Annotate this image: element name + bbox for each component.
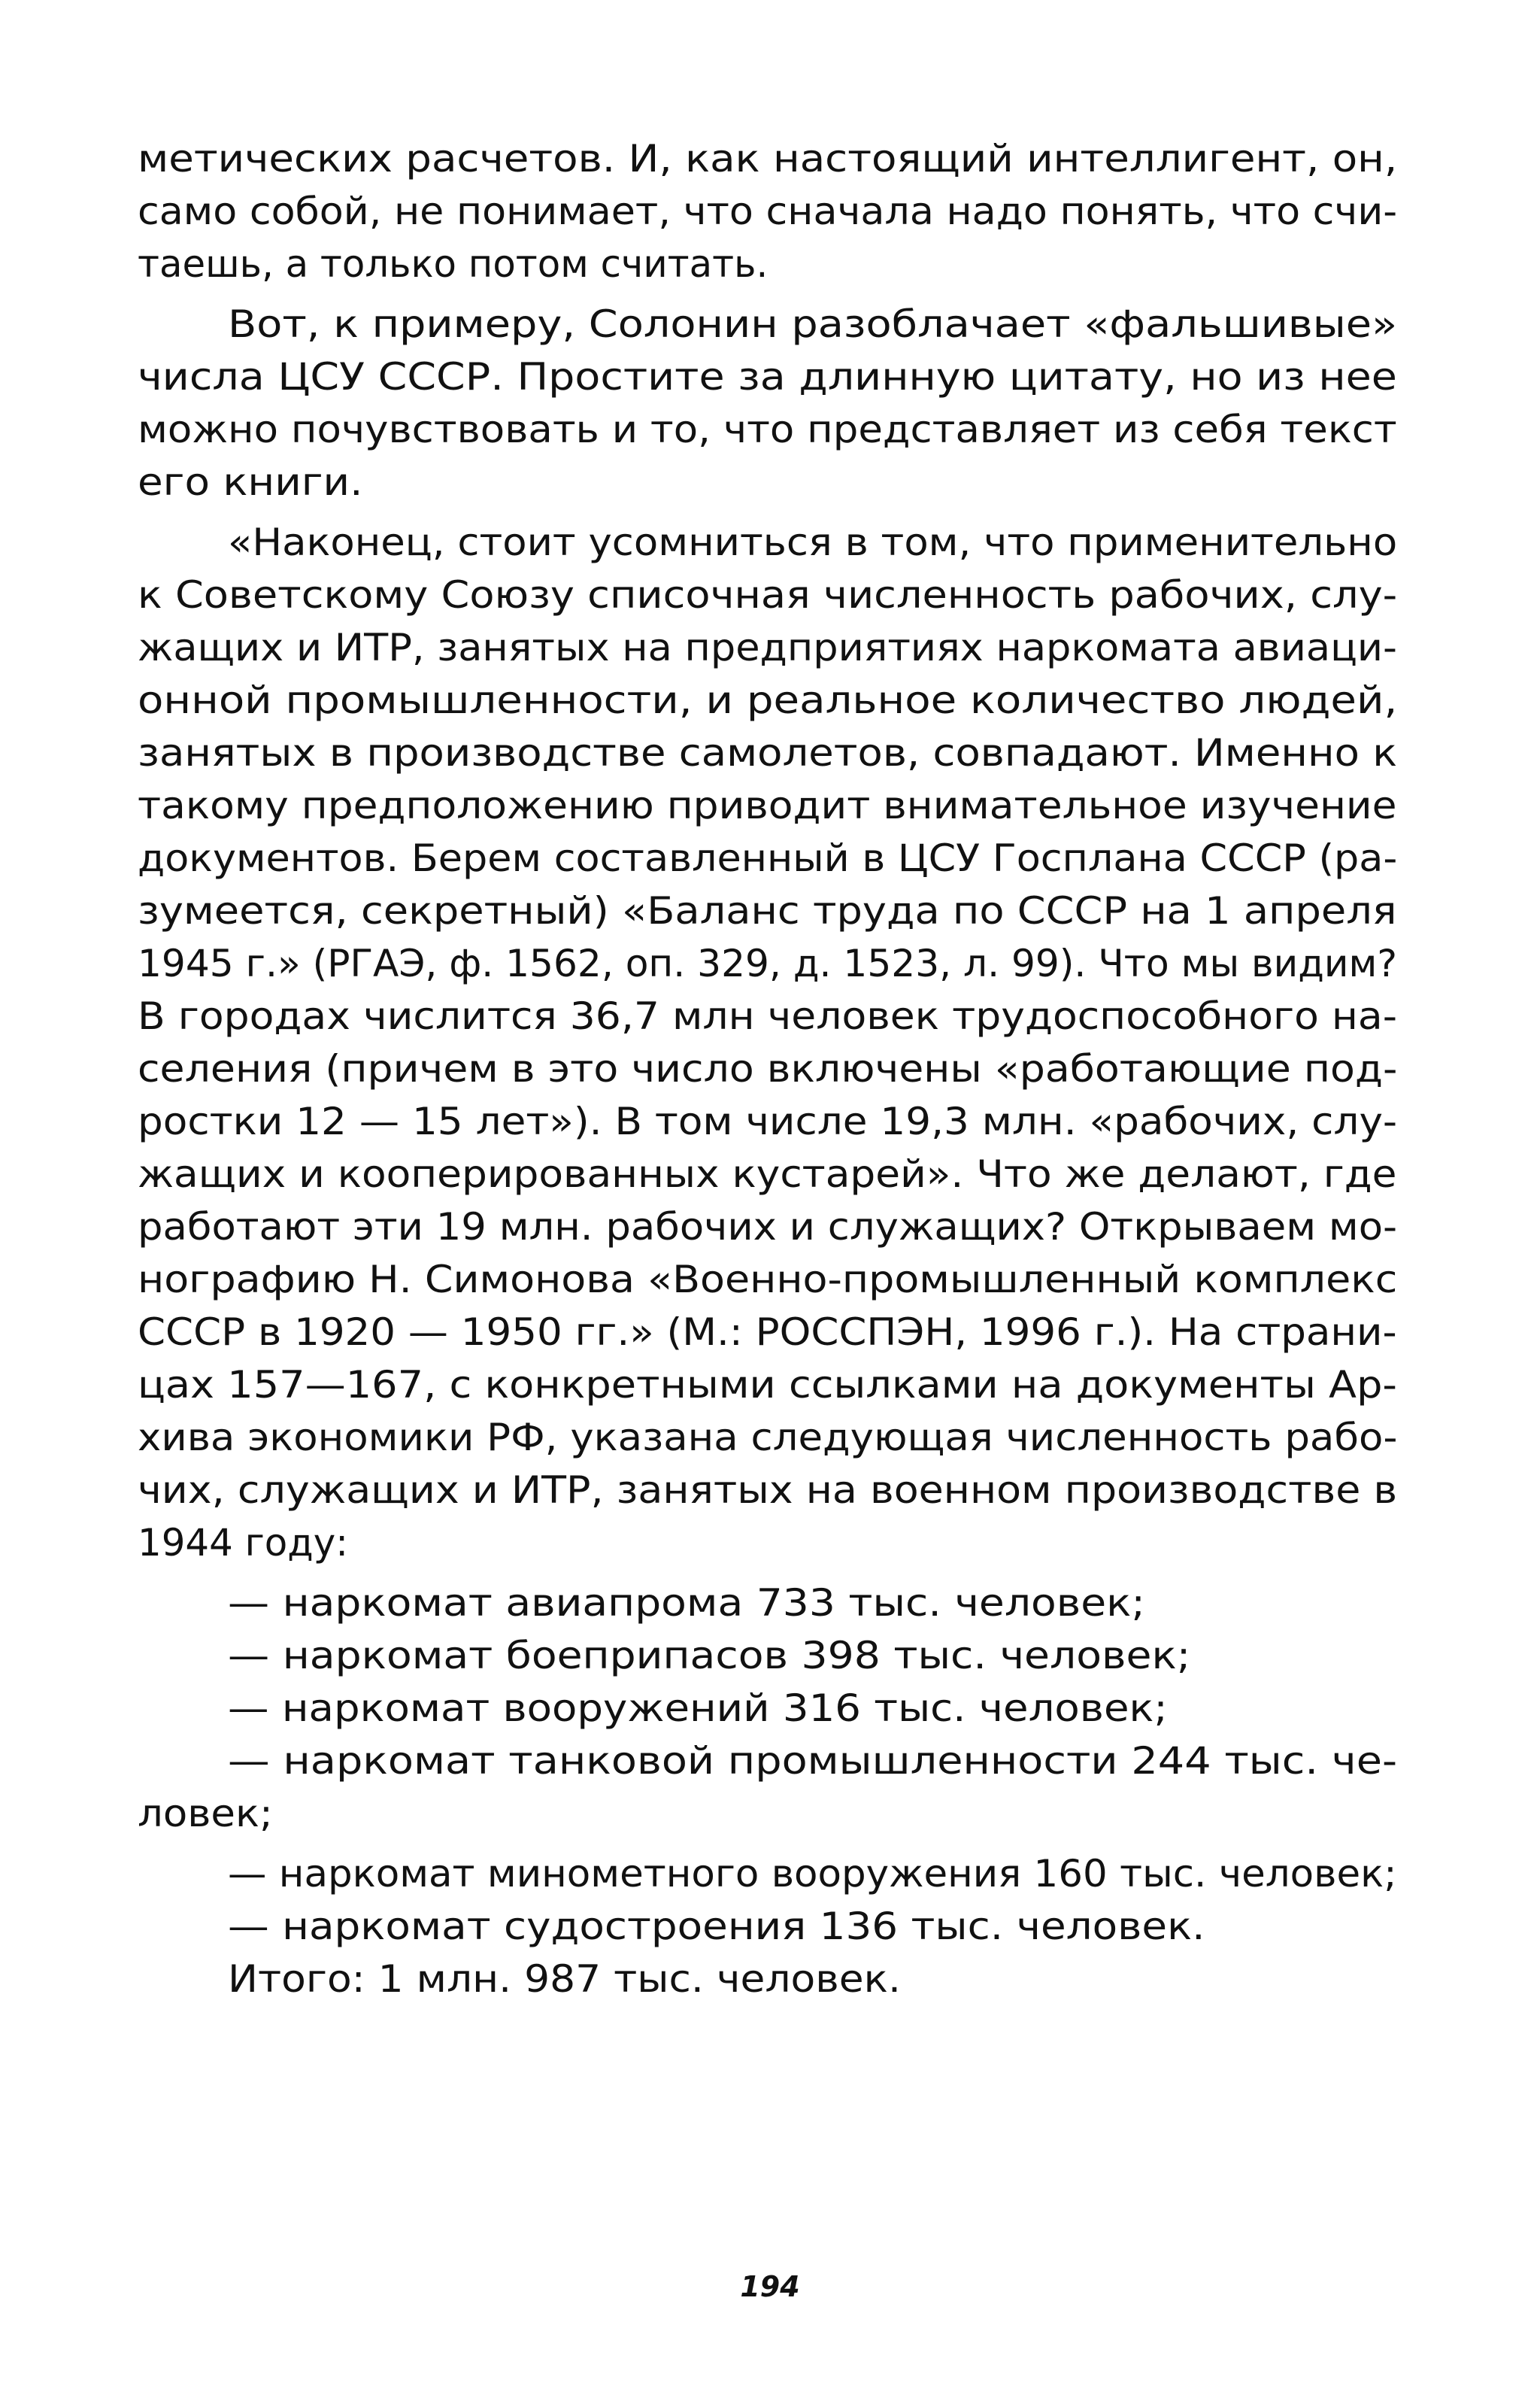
text-line: работают эти 19 млн. рабочих и служащих? Открываем мо- — [138, 1205, 1398, 1249]
text-line: ростки 12 — 15 лет»). В том числе 19,3 млн. «рабочих, слу- — [138, 1100, 1398, 1143]
text-line: онной промышленности, и реальное количество людей, — [138, 678, 1398, 722]
text-line: чих, служащих и ИТР, занятых на военном производстве в — [138, 1468, 1398, 1512]
text-line: таешь, а только потом считать. — [138, 242, 768, 286]
text-line: его книги. — [138, 460, 363, 504]
text-line: жащих и кооперированных кустарей». Что же делают, где — [138, 1152, 1397, 1196]
text-line: — наркомат авиапрома 733 тыс. человек; — [228, 1581, 1145, 1625]
text-line: метических расчетов. И, как настоящий интеллигент, он, — [138, 137, 1398, 181]
text-line: Вот, к примеру, Солонин разоблачает «фальшивые» — [228, 302, 1398, 346]
page-number: 194 — [740, 2270, 800, 2303]
text-line: хива экономики РФ, указана следующая численность рабо- — [138, 1416, 1398, 1459]
text-line: занятых в производстве самолетов, совпадают. Именно к — [138, 731, 1398, 775]
text-line: само собой, не понимает, что сначала надо понять, что счи- — [138, 190, 1398, 233]
text-line: к Советскому Союзу списочная численность рабочих, слу- — [138, 573, 1398, 617]
text-line: — наркомат минометного вооружения 160 тыс. человек; — [228, 1852, 1397, 1896]
text-line: документов. Берем составленный в ЦСУ Госплана СССР (ра- — [138, 836, 1398, 880]
text-line: СССР в 1920 — 1950 гг.» (М.: РОССПЭН, 1996 г.). На страни- — [138, 1310, 1397, 1354]
text-line: 1945 г.» (РГАЭ, ф. 1562, оп. 329, д. 1523, л. 99). Что мы видим? — [138, 942, 1398, 985]
text-line: Итого: 1 млн. 987 тыс. человек. — [228, 1957, 901, 2001]
text-line: — наркомат танковой промышленности 244 тыс. че- — [228, 1739, 1398, 1783]
text-line: — наркомат вооружений 316 тыс. человек; — [228, 1686, 1168, 1730]
text-line: селения (причем в это число включены «работающие под- — [138, 1047, 1398, 1091]
text-line: «Наконец, стоит усомниться в том, что применительно — [228, 521, 1398, 564]
text-line: 1944 году: — [138, 1521, 349, 1565]
text-line: жащих и ИТР, занятых на предприятиях наркомата авиаци- — [138, 626, 1397, 669]
text-line: числа ЦСУ СССР. Простите за длинную цитату, но из нее — [138, 355, 1397, 399]
text-line: зумеется, секретный) «Баланс труда по СССР на 1 апреля — [138, 889, 1397, 933]
text-line: В городах числится 36,7 млн человек трудоспособного на- — [138, 994, 1398, 1038]
text-line: нографию Н. Симонова «Военно-промышленный комплекс — [138, 1258, 1398, 1301]
text-line: можно почувствовать и то, что представляет из себя текст — [138, 408, 1397, 451]
text-line: такому предположению приводит внимательное изучение — [138, 784, 1397, 827]
text-line: — наркомат боеприпасов 398 тыс. человек; — [228, 1634, 1191, 1677]
text-line: — наркомат судостроения 136 тыс. человек. — [228, 1905, 1205, 1948]
text-line: ловек; — [138, 1792, 273, 1835]
text-line: цах 157—167, с конкретными ссылками на документы Ар- — [138, 1363, 1397, 1407]
